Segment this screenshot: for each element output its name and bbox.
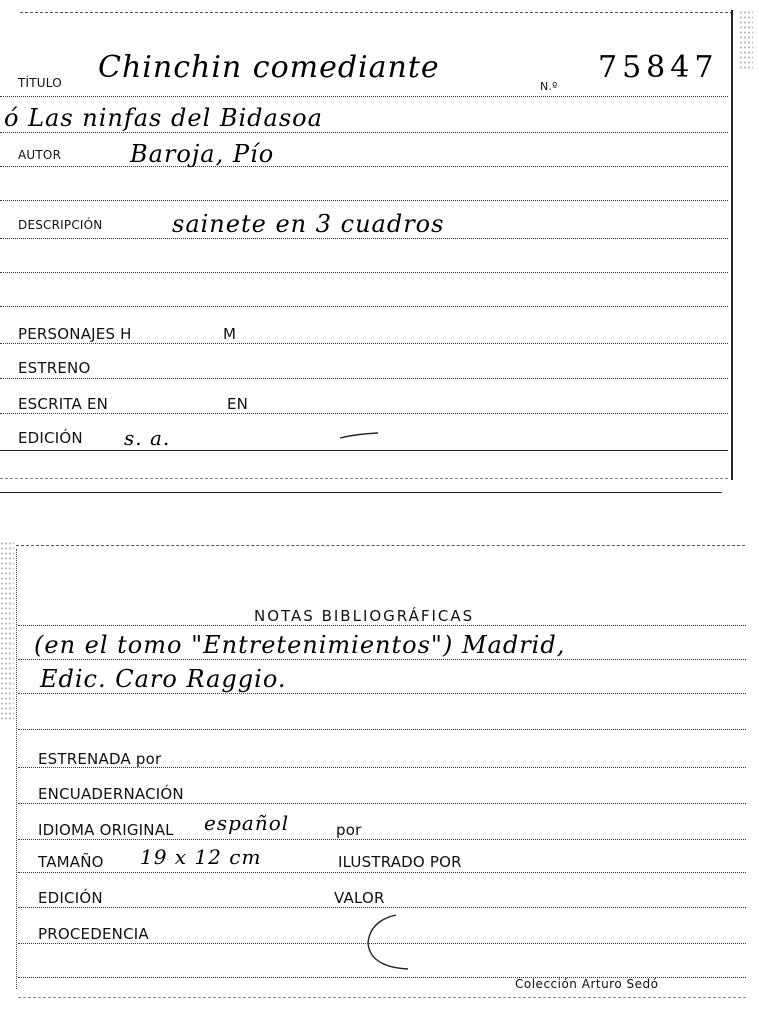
titulo-cont-rule — [0, 132, 728, 133]
idioma-value: español — [204, 811, 290, 835]
estreno-rule — [0, 378, 728, 379]
escrita-en-label: ESCRITA EN — [18, 395, 109, 413]
autor-label: AUTOR — [18, 148, 62, 162]
notas-rule-3 — [18, 693, 746, 694]
card-right-edge — [731, 10, 733, 480]
catalog-card-back — [0, 535, 759, 1028]
numero-value: 75847 — [598, 50, 719, 85]
notas-line-1: (en el tomo "Entretenimientos") Madrid, — [34, 631, 566, 659]
escrita-en-place-label: EN — [227, 395, 249, 413]
autor-value: Baroja, Pío — [130, 140, 275, 168]
idioma-por-label: por — [336, 821, 362, 839]
tamano-value: 19 x 12 cm — [140, 845, 262, 869]
estrenada-label: ESTRENADA por — [38, 750, 162, 768]
encuadernacion-rule — [18, 803, 746, 804]
edicion-label: EDICIÓN — [18, 429, 83, 447]
card-bottom-shadow — [0, 478, 728, 479]
paper-speckle — [0, 541, 14, 721]
notas-rule-2 — [18, 659, 746, 660]
pencil-dash-mark — [338, 428, 382, 442]
blank-rule-back-1 — [18, 729, 746, 730]
titulo-rule — [0, 96, 728, 97]
numero-label: N.º — [540, 80, 558, 93]
notas-rule — [18, 625, 746, 626]
descripcion-rule — [0, 238, 728, 239]
tamano-rule — [18, 872, 746, 873]
card-bottom-edge — [18, 997, 746, 998]
edicion-valor-rule — [18, 907, 746, 908]
idioma-rule — [18, 839, 746, 840]
blank-rule-3 — [0, 306, 728, 307]
card-top-edge — [20, 12, 733, 13]
card-top-edge — [16, 545, 745, 546]
card-separator-line — [0, 492, 722, 493]
edicion-value: s. a. — [124, 426, 171, 450]
descripcion-label: DESCRIPCIÓN — [18, 218, 103, 232]
collection-footer: Colección Arturo Sedó — [515, 977, 659, 991]
catalog-card-front — [0, 0, 759, 492]
idioma-label: IDIOMA ORIGINAL — [38, 821, 174, 839]
titulo-label: TÍTULO — [18, 76, 62, 90]
descripcion-value: sainete en 3 cuadros — [172, 210, 445, 238]
notas-line-2: Edic. Caro Raggio. — [40, 665, 287, 693]
escrita-rule — [0, 413, 728, 414]
personajes-h-label: PERSONAJES H — [18, 325, 132, 343]
tamano-label: TAMAÑO — [38, 853, 104, 871]
card-left-edge — [16, 549, 17, 989]
paper-speckle — [739, 10, 753, 70]
personajes-rule — [0, 343, 728, 344]
estreno-label: ESTRENO — [18, 359, 91, 377]
titulo-value: Chinchin comediante — [98, 50, 440, 85]
blank-rule-2 — [0, 272, 728, 273]
autor-rule — [0, 166, 728, 167]
notas-label: NOTAS BIBLIOGRÁFICAS — [254, 607, 475, 625]
procedencia-label: PROCEDENCIA — [38, 925, 149, 943]
procedencia-rule — [18, 943, 746, 944]
titulo-continuation: ó Las ninfas del Bidasoa — [4, 104, 323, 132]
edicion-rule — [0, 450, 728, 451]
valor-label: VALOR — [334, 889, 385, 907]
back-edicion-label: EDICIÓN — [38, 889, 103, 907]
personajes-m-label: M — [223, 325, 237, 343]
blank-rule-1 — [0, 200, 728, 201]
estrenada-rule — [18, 767, 746, 768]
encuadernacion-label: ENCUADERNACIÓN — [38, 785, 184, 803]
ilustrado-label: ILUSTRADO POR — [338, 853, 462, 871]
